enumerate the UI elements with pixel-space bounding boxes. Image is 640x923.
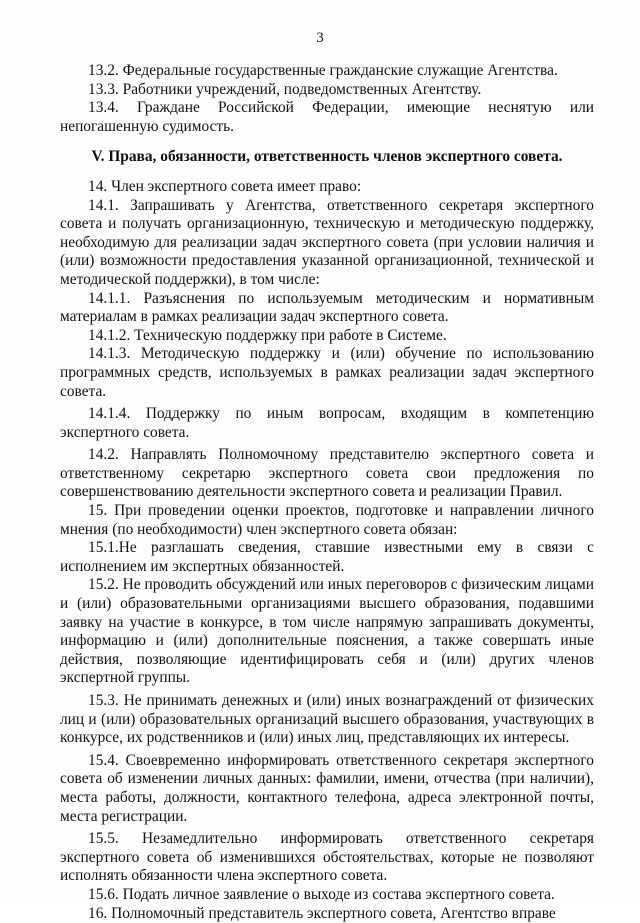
item-13-3: 13.3. Работники учреждений, подведомственных Агентству. <box>88 80 482 98</box>
document-body <box>60 62 594 923</box>
paragraph-14: 14. Член экспертного совета имеет право: <box>88 177 362 195</box>
page-number: 3 <box>316 30 324 46</box>
paragraph-14-1-3: 14.1.3. Методическую поддержку и (или) обучение по использованию программных средств, используемых в рамках реализации задач экспертного совета. <box>60 345 594 400</box>
paragraph-15-1: 15.1.Не разглашать сведения, ставшие известными ему в связи с исполнением им экспертных обязанностей. <box>60 539 594 575</box>
paragraph-14-1-2: 14.1.2. Техническую поддержку при работе в Системе. <box>88 326 447 344</box>
paragraph-14-2: 14.2. Направлять Полномочному представителю экспертного совета и ответственному секретарю экспертного совета свои предложения по совершенствованию деятельности экспертного совета и реализации Правил. <box>60 446 594 501</box>
paragraph-14-1-1: 14.1.1. Разъяснения по используемым методическим и нормативным материалам в рамках реализации задач экспертного совета. <box>60 289 594 326</box>
paragraph-15-2: 15.2. Не проводить обсуждений или иных переговоров с физическим лицами и (или) образовательными организациями высшего образования, подавшими заявку на участие в конкурсе, в том числе напрямую запрашивать документы, информацию и (или) дополнительные пояснения, а также совершать иные действия, позволяющие идентифицировать себя и (или) других членов экспертной группы. <box>60 576 594 687</box>
paragraph-15-6: 15.6. Подать личное заявление о выходе из состава экспертного совета. <box>88 885 555 903</box>
item-13-4: 13.4. Граждане Российской Федерации, имеющие неснятую или непогашенную судимость. <box>60 99 594 135</box>
paragraph-15-4: 15.4. Своевременно информировать ответственного секретаря экспертного совета об изменении личных данных: фамилии, имени, отчества (при наличии), места работы, должности, контактного телефона, адреса электронной почты, места регистрации. <box>60 751 594 825</box>
paragraph-14-1-4: 14.1.4. Поддержку по иным вопросам, входящим в компетенцию экспертного совета. <box>60 405 594 441</box>
paragraph-15-3: 15.3. Не принимать денежных и (или) иных вознаграждений от физических лиц и (или) образовательных организаций высшего образования, участвующих в конкурсе, их родственников и (или) иных лиц, представляющих их интересы. <box>60 692 594 747</box>
section-heading: V. Права, обязанности, ответственность членов экспертного совета. <box>91 148 563 166</box>
item-13-2: 13.2. Федеральные государственные гражданские служащие Агентства. <box>88 62 558 79</box>
paragraph-14-1: 14.1. Запрашивать у Агентства, ответственного секретаря экспертного совета и получать организационную, техническую и методическую поддержку, необходимую для реализации задач экспертного совета (при условии наличия и (или) возможности предоставления указанной организационной, технической и методической поддержки), в том числе: <box>60 196 594 288</box>
paragraph-15: 15. При проведении оценки проектов, подготовке и направлении личного мнения (по необходимости) член экспертного совета обязан: <box>60 502 594 538</box>
paragraph-15-5: 15.5. Незамедлительно информировать ответственного секретаря экспертного совета об изменившихся обстоятельствах, которые не позволяют исполнять обязанности члена экспертного совета. <box>60 830 594 885</box>
paragraph-16: 16. Полномочный представитель экспертного совета, Агентство вправе <box>88 904 556 922</box>
